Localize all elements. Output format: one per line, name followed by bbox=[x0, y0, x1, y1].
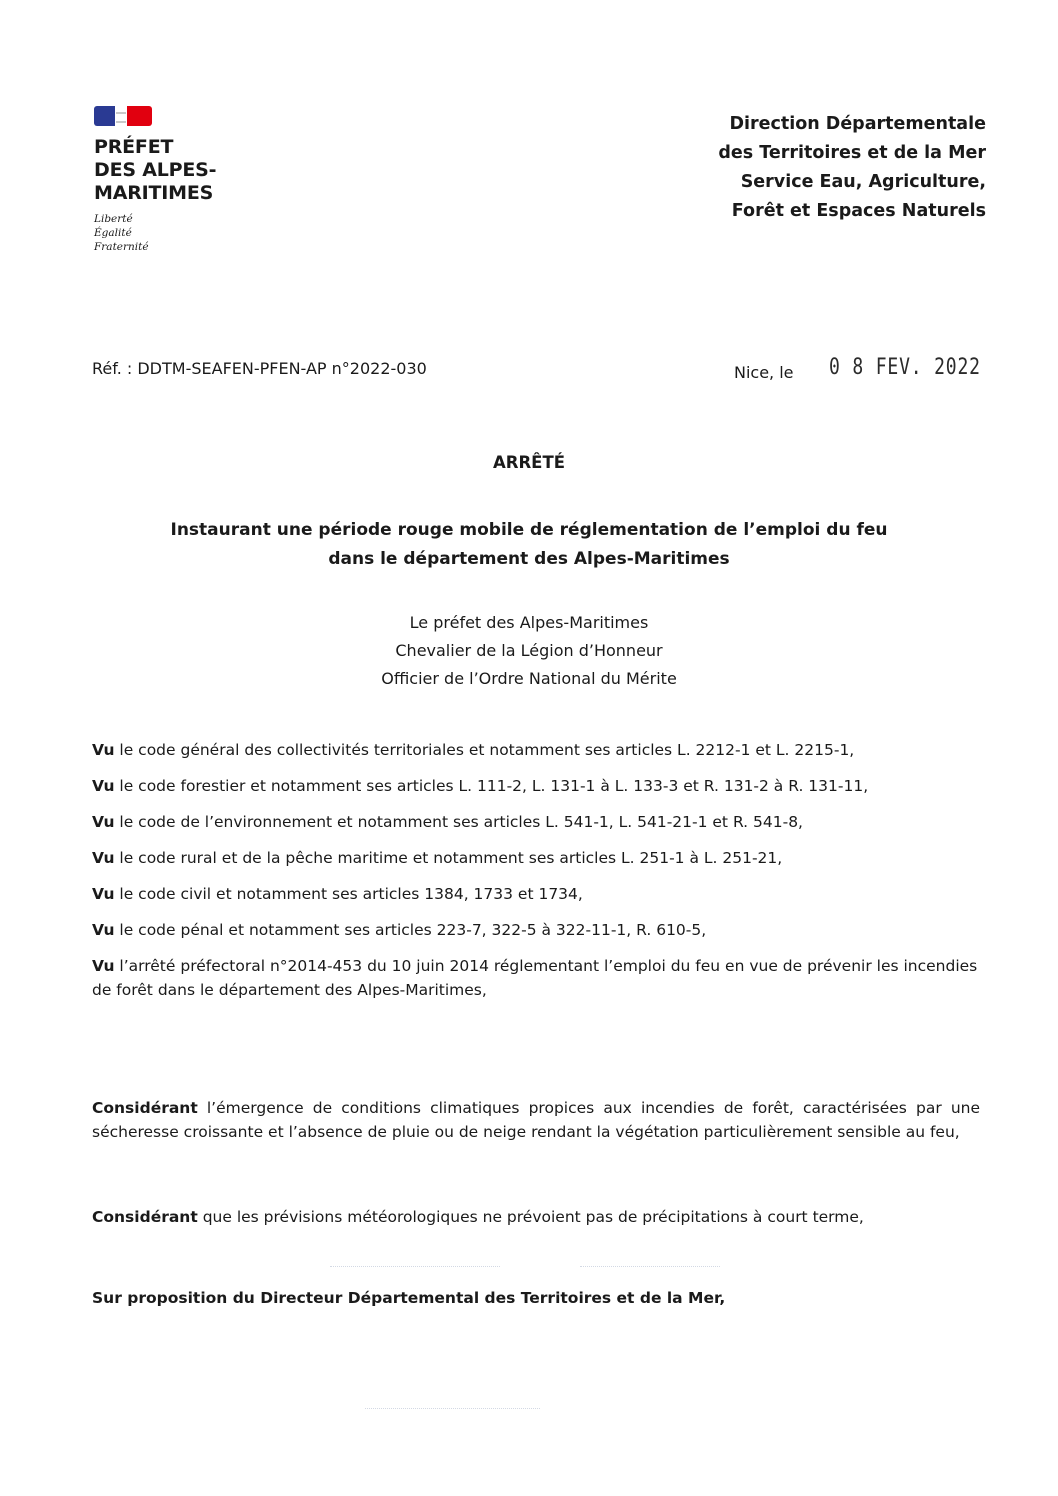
reference-number: Réf. : DDTM-SEAFEN-PFEN-AP n°2022-030 bbox=[92, 359, 427, 378]
visa-lead: Vu bbox=[92, 957, 115, 975]
visa-lead: Vu bbox=[92, 885, 115, 903]
logo-line: MARITIMES bbox=[94, 182, 214, 204]
visa-lead: Vu bbox=[92, 741, 115, 759]
authority-line: Chevalier de la Légion d’Honneur bbox=[395, 641, 663, 660]
visa-paragraph bbox=[92, 918, 982, 942]
subtitle-line: dans le département des Alpes-Maritimes bbox=[328, 549, 730, 569]
considerant-lead: Considérant bbox=[92, 1098, 198, 1117]
service-line: Forêt et Espaces Naturels bbox=[731, 201, 986, 221]
logo-line: DES ALPES- bbox=[94, 159, 217, 181]
marianne-flag-icon bbox=[94, 106, 152, 126]
document-subtitle bbox=[0, 516, 1058, 574]
bleed-through-mark bbox=[330, 1258, 500, 1267]
prefecture-logo bbox=[94, 106, 264, 254]
visa-text: le code pénal et notamment ses articles 223-7, 322-5 à 322-11-1, R. 610-5, bbox=[114, 921, 707, 939]
considerant-paragraph bbox=[92, 1205, 980, 1229]
motto-line: Égalité bbox=[94, 227, 132, 239]
issuing-service bbox=[718, 110, 986, 226]
visa-paragraph bbox=[92, 846, 982, 870]
bleed-through-mark bbox=[580, 1258, 720, 1267]
authority-line: Officier de l’Ordre National du Mérite bbox=[381, 669, 677, 688]
date-stamp: 0 8 FEV. 2022 bbox=[829, 355, 981, 380]
visa-lead: Vu bbox=[92, 777, 115, 795]
visa-lead: Vu bbox=[92, 921, 115, 939]
visa-text: le code de l’environnement et notamment ses articles L. 541-1, L. 541-21-1 et R. 541-8, bbox=[114, 813, 803, 831]
visa-text: le code général des collectivités territoriales et notamment ses articles L. 2212-1 et L. 2215-1, bbox=[114, 741, 855, 759]
visa-paragraph bbox=[92, 954, 982, 1002]
visa-text: le code forestier et notamment ses articles L. 111-2, L. 131-1 à L. 133-3 et R. 131-2 à R. 131-11, bbox=[114, 777, 869, 795]
document-title: ARRÊTÉ bbox=[493, 453, 565, 472]
motto-line: Fraternité bbox=[94, 241, 149, 253]
visa-lead: Vu bbox=[92, 813, 115, 831]
service-line: Service Eau, Agriculture, bbox=[740, 172, 986, 192]
considerant-lead: Considérant bbox=[92, 1207, 198, 1226]
proposition-line: Sur proposition du Directeur Départemental des Territoires et de la Mer, bbox=[92, 1289, 726, 1307]
motto-line: Liberté bbox=[94, 213, 133, 225]
visa-text: l’arrêté préfectoral n°2014-453 du 10 juin 2014 réglementant l’emploi du feu en vue de prévenir les incendies de forêt dans le département des Alpes-Maritimes, bbox=[92, 957, 978, 999]
visa-paragraph bbox=[92, 774, 982, 798]
signing-authority bbox=[0, 609, 1058, 693]
service-line: des Territoires et de la Mer bbox=[718, 143, 986, 163]
logo-line: PRÉFET bbox=[94, 136, 174, 158]
visa-lead: Vu bbox=[92, 849, 115, 867]
legal-visas bbox=[92, 738, 982, 1014]
bleed-through-mark bbox=[365, 1400, 540, 1409]
visa-paragraph bbox=[92, 882, 982, 906]
visa-paragraph bbox=[92, 810, 982, 834]
visa-text: le code rural et de la pêche maritime et notamment ses articles L. 251-1 à L. 251-21, bbox=[114, 849, 783, 867]
considerant-text: l’émergence de conditions climatiques propices aux incendies de forêt, caractérisées par une sécheresse croissante et l’absence de pluie ou de neige rendant la végétation particulièrement sensible au feu, bbox=[92, 1098, 980, 1141]
considerant-paragraph bbox=[92, 1096, 980, 1145]
subtitle-line: Instaurant une période rouge mobile de réglementation de l’emploi du feu bbox=[170, 520, 888, 540]
authority-line: Le préfet des Alpes-Maritimes bbox=[409, 613, 649, 632]
service-line: Direction Départementale bbox=[729, 114, 986, 134]
place-label: Nice, le bbox=[734, 363, 794, 382]
considerant-text: que les prévisions météorologiques ne prévoient pas de précipitations à court terme, bbox=[197, 1207, 864, 1226]
visa-paragraph bbox=[92, 738, 982, 762]
republic-motto bbox=[94, 212, 264, 254]
visa-text: le code civil et notamment ses articles 1384, 1733 et 1734, bbox=[114, 885, 583, 903]
